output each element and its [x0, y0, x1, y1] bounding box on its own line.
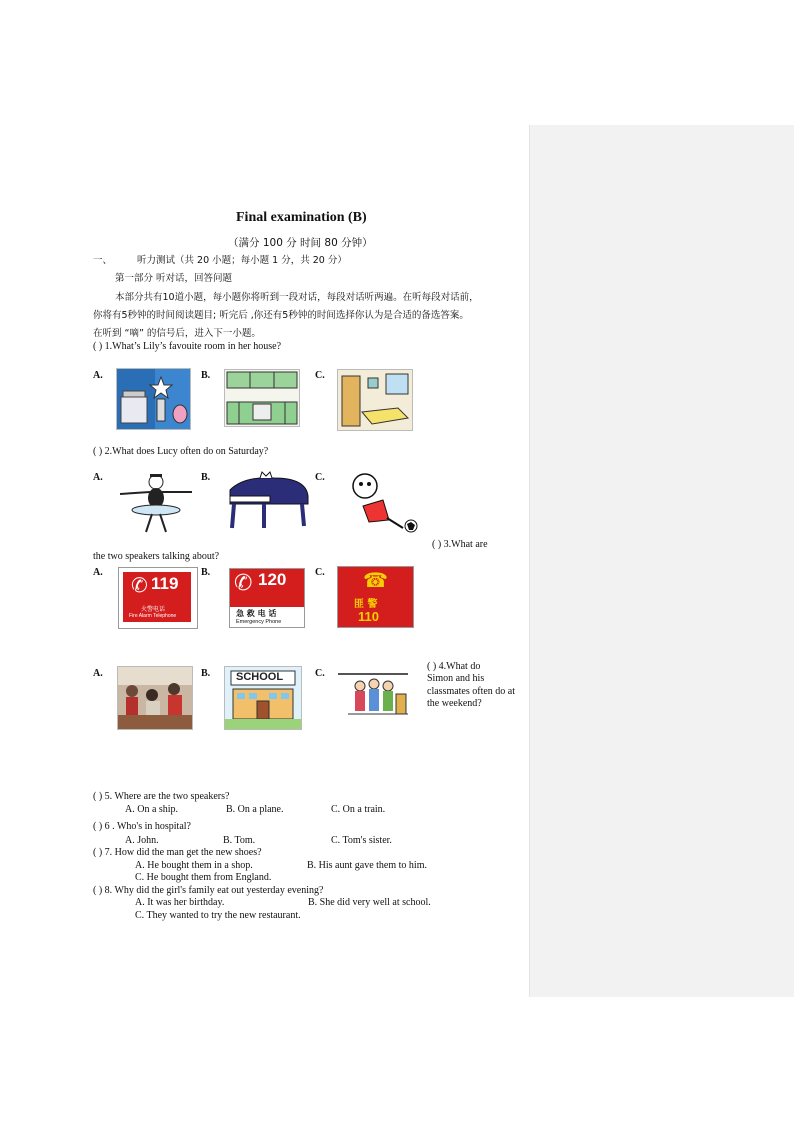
q6-option-b: B. Tom.: [223, 835, 256, 846]
exam-title: Final examination (B): [236, 210, 367, 225]
q2-piano-image: [224, 470, 310, 530]
ambulance-label-cn: 急 救 电 话: [236, 609, 277, 618]
q8-option-a: A. It was her birthday.: [135, 897, 225, 908]
question-3-part-2: the two speakers talking about?: [93, 551, 220, 562]
question-7: ( ) 7. How did the man get the new shoes?: [93, 847, 262, 858]
exam-subtitle: （满分 100 分 时间 80 分钟）: [228, 237, 373, 249]
school-sign-text: SCHOOL: [236, 671, 284, 683]
q3-ambulance-sign: [229, 568, 305, 628]
q1-option-b-label: B.: [201, 370, 211, 381]
instructions-line-3: 在听到 “嘀” 的信号后，进入下一小题。: [93, 328, 261, 339]
q1-bedroom-image: [337, 369, 413, 431]
ambulance-number: 120: [258, 570, 287, 589]
comment-side-panel: [529, 125, 794, 997]
phone-handset-icon: ✆: [234, 571, 253, 596]
fire-label-en: Fire Alarm Telephone: [129, 613, 177, 619]
q2-option-b-label: B.: [201, 472, 211, 483]
q3-fire-alarm-sign: [118, 567, 198, 629]
question-8: ( ) 8. Why did the girl's family eat out yesterday evening?: [93, 885, 324, 896]
q3-option-a-label: A.: [93, 567, 103, 578]
q2-option-a-label: A.: [93, 472, 103, 483]
question-4-blank: ( ) 4.What do: [427, 661, 481, 672]
question-6: ( ) 6 . Who's in hospital?: [93, 821, 191, 832]
q2-option-c-label: C.: [315, 472, 325, 483]
q4-option-b-label: B.: [201, 668, 211, 679]
question-1: ( ) 1.What’s Lily’s favouite room in her house?: [93, 341, 282, 352]
q4-family-photo: [117, 666, 193, 730]
q1-bathroom-image: [116, 368, 191, 430]
instructions-line-1: 本部分共有10道小题，每小题你将听到一段对话，每段对话听两遍。在听每段对话前，: [115, 292, 479, 303]
q7-option-b: B. His aunt gave them to him.: [307, 860, 427, 871]
q7-option-a: A. He bought them in a shop.: [135, 860, 253, 871]
q5-option-a: A. On a ship.: [125, 804, 179, 815]
phone-handset-icon: ✆: [131, 573, 148, 597]
q1-option-c-label: C.: [315, 370, 325, 381]
q5-option-b: B. On a plane.: [226, 804, 284, 815]
q4-school-image: [224, 666, 302, 730]
ambulance-label-en: Emergency Phone: [236, 619, 282, 625]
police-number: 110: [358, 609, 379, 624]
q1-kitchen-image: [224, 369, 300, 427]
q6-option-a: A. John.: [125, 835, 159, 846]
q2-ballet-image: [116, 472, 196, 534]
instructions-line-2: 你将有5秒钟的时间阅读题目; 听完后 ,你还有5秒钟的时间选择你认为是合适的备选答案。: [93, 310, 469, 321]
question-3-part-1: ( ) 3.What are: [432, 539, 488, 550]
q5-option-c: C. On a train.: [331, 804, 386, 815]
police-label-cn: 匪 警: [354, 599, 378, 610]
q8-option-b: B. She did very well at school.: [308, 897, 431, 908]
question-5: ( ) 5. Where are the two speakers?: [93, 791, 230, 802]
fire-label-cn: 火警电话: [141, 606, 166, 613]
q7-option-c: C. He bought them from England.: [135, 872, 272, 883]
q3-police-sign: [337, 566, 414, 628]
q2-football-image: [337, 470, 419, 534]
section-heading: 听力测试（共 20 小题；每小题 1 分，共 20 分）: [137, 255, 347, 266]
question-4-text: Simon and his classmates often do at the weekend?: [427, 673, 516, 709]
q4-shopping-image: [338, 666, 408, 724]
section-number: 一、: [93, 255, 113, 266]
q4-option-c-label: C.: [315, 668, 325, 679]
q1-option-a-label: A.: [93, 370, 103, 381]
q6-option-c: C. Tom's sister.: [331, 835, 392, 846]
q8-option-c: C. They wanted to try the new restaurant.: [135, 910, 301, 921]
q3-option-c-label: C.: [315, 567, 325, 578]
fire-number: 119: [151, 574, 179, 593]
q4-option-a-label: A.: [93, 668, 103, 679]
question-2: ( ) 2.What does Lucy often do on Saturday?: [93, 446, 269, 457]
q3-option-b-label: B.: [201, 567, 211, 578]
telephone-icon: ☎: [363, 568, 388, 592]
part-title: 第一部分 听对话，回答问题: [115, 273, 233, 284]
